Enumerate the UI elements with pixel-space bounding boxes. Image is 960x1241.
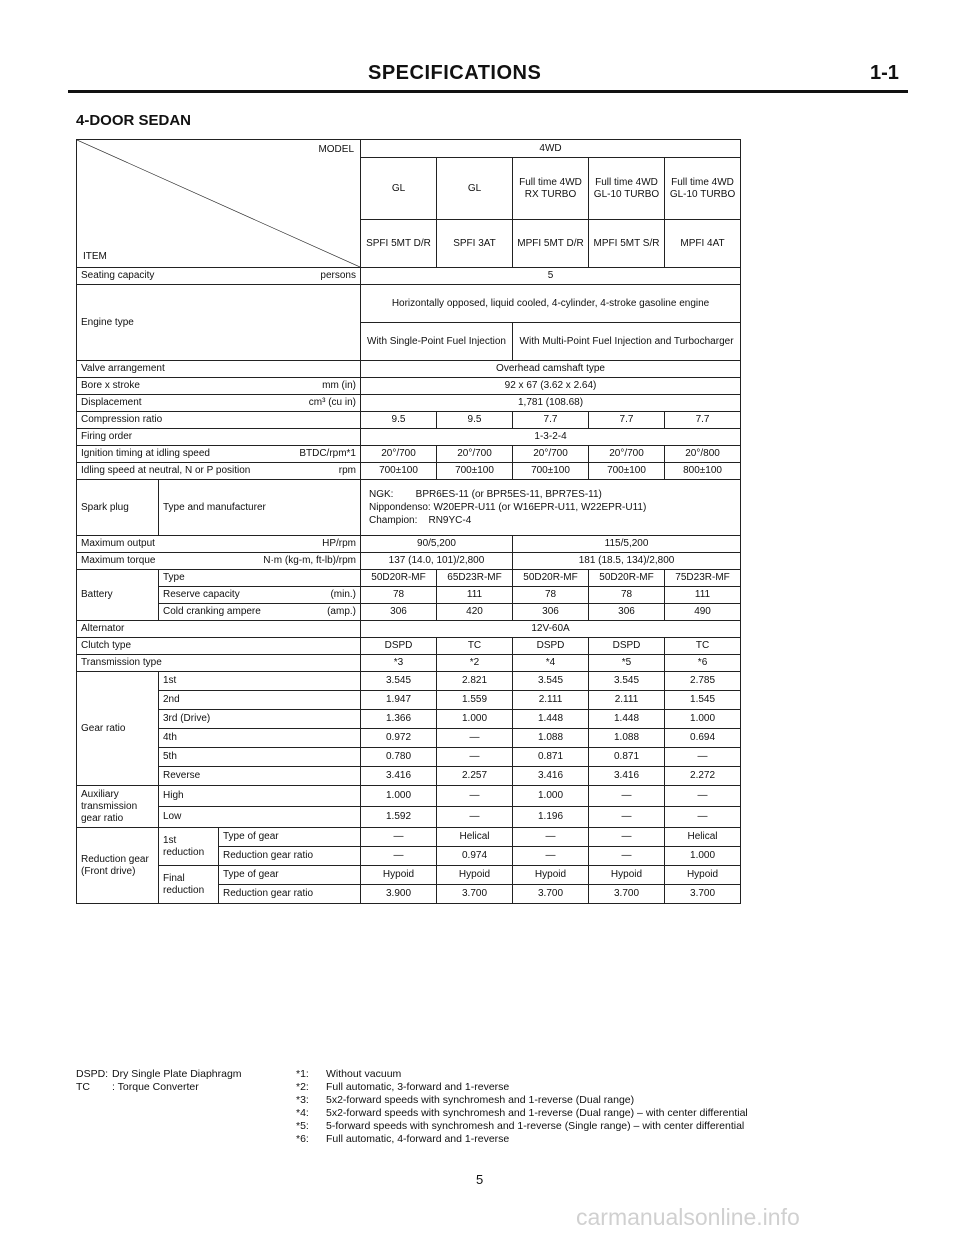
- r1-ratio-cell: 0.974: [437, 847, 513, 866]
- battery-reserve-cell: 78: [361, 587, 437, 604]
- gear-row-label: 5th: [159, 748, 361, 767]
- aux-low-cell: 1.592: [361, 807, 437, 828]
- clutch-cell: TC: [437, 638, 513, 655]
- bore-value: 92 x 67 (3.62 x 2.64): [361, 378, 741, 395]
- clutch-label: Clutch type: [77, 638, 361, 655]
- battery-type-label: Type: [159, 570, 361, 587]
- footnote-row: TC : Torque Converter: [76, 1081, 199, 1093]
- aux-high-cell: 1.000: [361, 786, 437, 807]
- aux-high-label: High: [159, 786, 361, 807]
- transmission-cell: *4: [513, 655, 589, 672]
- gear-row-label: 4th: [159, 729, 361, 748]
- aux-low-cell: —: [589, 807, 665, 828]
- gear-cell: —: [437, 748, 513, 767]
- gear-cell: 1.947: [361, 691, 437, 710]
- alternator-label: Alternator: [77, 621, 361, 638]
- aux-high-cell: —: [665, 786, 741, 807]
- r1-ratio-cell: 1.000: [665, 847, 741, 866]
- gear-cell: 3.545: [361, 672, 437, 691]
- gear-cell: 1.448: [513, 710, 589, 729]
- gear-cell: 2.111: [513, 691, 589, 710]
- gear-cell: —: [437, 729, 513, 748]
- footnote-row: DSPD: Dry Single Plate Diaphragm: [76, 1068, 242, 1080]
- footnote-row: *6: Full automatic, 4-forward and 1-reverse: [296, 1133, 510, 1145]
- model-top: Full time 4WD RX TURBO: [513, 158, 589, 220]
- battery-cca-cell: 306: [589, 604, 665, 621]
- r1-ratio-cell: —: [513, 847, 589, 866]
- rf-type-cell: Hypoid: [665, 866, 741, 885]
- r1-ratio-label: Reduction gear ratio: [219, 847, 361, 866]
- engine-desc: Horizontally opposed, liquid cooled, 4-cylinder, 4-stroke gasoline engine: [361, 285, 741, 323]
- model-bottom: MPFI 5MT D/R: [513, 220, 589, 268]
- model-bottom: MPFI 5MT S/R: [589, 220, 665, 268]
- engine-spfi: With Single-Point Fuel Injection: [361, 323, 513, 361]
- row-torque: Maximum torque N·m (kg-m, ft-lb)/rpm: [77, 553, 361, 570]
- model-bottom: SPFI 5MT D/R: [361, 220, 437, 268]
- battery-reserve-cell: 111: [665, 587, 741, 604]
- displacement-value: 1,781 (108.68): [361, 395, 741, 412]
- gear-ratio-label: Gear ratio: [77, 672, 159, 786]
- rf-ratio-cell: 3.700: [437, 885, 513, 904]
- r1-type-cell: —: [513, 828, 589, 847]
- spark-sub: Type and manufacturer: [159, 480, 361, 536]
- seating-value: 5: [361, 268, 741, 285]
- battery-cca-cell: 420: [437, 604, 513, 621]
- page-reference: 1-1: [870, 62, 899, 84]
- rf-ratio-cell: 3.900: [361, 885, 437, 904]
- reduction-first-label: 1st reduction: [159, 828, 219, 866]
- row-output: Maximum output HP/rpm: [77, 536, 361, 553]
- model-top: GL: [437, 158, 513, 220]
- model-top: GL: [361, 158, 437, 220]
- alternator-value: 12V-60A: [361, 621, 741, 638]
- model-item-header: [77, 140, 361, 268]
- gear-row-label: 1st: [159, 672, 361, 691]
- clutch-cell: TC: [665, 638, 741, 655]
- battery-type-cell: 75D23R-MF: [665, 570, 741, 587]
- r1-type-cell: —: [361, 828, 437, 847]
- transmission-cell: *2: [437, 655, 513, 672]
- idle-cell: 700±100: [513, 463, 589, 480]
- compression-cell: 7.7: [513, 412, 589, 429]
- engine-label: Engine type: [77, 285, 361, 361]
- rf-type-cell: Hypoid: [513, 866, 589, 885]
- gear-cell: 1.545: [665, 691, 741, 710]
- footnote-row: *1: Without vacuum: [296, 1068, 402, 1080]
- spark-label: Spark plug: [77, 480, 159, 536]
- battery-cca-cell: 306: [513, 604, 589, 621]
- gear-cell: 1.088: [589, 729, 665, 748]
- row-ignition: Ignition timing at idling speed BTDC/rpm*1: [77, 446, 361, 463]
- r1-type-cell: Helical: [437, 828, 513, 847]
- battery-type-cell: 50D20R-MF: [513, 570, 589, 587]
- aux-label: Auxiliary transmission gear ratio: [77, 786, 159, 828]
- footnote-row: *5: 5-forward speeds with synchromesh and 1-reverse (Single range) – with center differential: [296, 1120, 745, 1132]
- section-title: 4-DOOR SEDAN: [76, 112, 192, 129]
- r1-ratio-cell: —: [589, 847, 665, 866]
- rf-type-cell: Hypoid: [589, 866, 665, 885]
- output-b: 115/5,200: [513, 536, 741, 553]
- r1-type-cell: —: [589, 828, 665, 847]
- battery-cca-cell: 306: [361, 604, 437, 621]
- model-bottom: SPFI 3AT: [437, 220, 513, 268]
- battery-reserve-cell: 78: [589, 587, 665, 604]
- battery-reserve-label: Reserve capacity (min.): [159, 587, 361, 604]
- r1-type-label: Type of gear: [219, 828, 361, 847]
- clutch-cell: DSPD: [589, 638, 665, 655]
- firing-value: 1-3-2-4: [361, 429, 741, 446]
- rf-ratio-cell: 3.700: [513, 885, 589, 904]
- header-rule: [68, 90, 908, 93]
- firing-label: Firing order: [77, 429, 361, 446]
- gear-cell: 1.088: [513, 729, 589, 748]
- clutch-cell: DSPD: [361, 638, 437, 655]
- aux-low-cell: —: [665, 807, 741, 828]
- compression-cell: 9.5: [361, 412, 437, 429]
- gear-cell: 2.111: [589, 691, 665, 710]
- gear-cell: 3.416: [589, 767, 665, 786]
- gear-cell: 3.416: [361, 767, 437, 786]
- gear-row-label: 2nd: [159, 691, 361, 710]
- model-top: Full time 4WD GL-10 TURBO: [589, 158, 665, 220]
- battery-reserve-cell: 111: [437, 587, 513, 604]
- r1-ratio-cell: —: [361, 847, 437, 866]
- ignition-cell: 20°/800: [665, 446, 741, 463]
- model-bottom: MPFI 4AT: [665, 220, 741, 268]
- footnotes: [296, 1068, 748, 1146]
- valve-label: Valve arrangement: [77, 361, 361, 378]
- battery-type-cell: 50D20R-MF: [589, 570, 665, 587]
- model-top: Full time 4WD GL-10 TURBO: [665, 158, 741, 220]
- ignition-cell: 20°/700: [361, 446, 437, 463]
- idle-cell: 700±100: [437, 463, 513, 480]
- aux-low-cell: —: [437, 807, 513, 828]
- battery-type-cell: 50D20R-MF: [361, 570, 437, 587]
- transmission-cell: *3: [361, 655, 437, 672]
- gear-cell: 0.694: [665, 729, 741, 748]
- rf-type-label: Type of gear: [219, 866, 361, 885]
- gear-cell: 3.416: [513, 767, 589, 786]
- gear-cell: 1.000: [437, 710, 513, 729]
- gear-cell: 1.366: [361, 710, 437, 729]
- rf-ratio-cell: 3.700: [665, 885, 741, 904]
- page-number: 5: [476, 1172, 484, 1187]
- rf-ratio-cell: 3.700: [589, 885, 665, 904]
- compression-label: Compression ratio: [77, 412, 361, 429]
- gear-cell: 1.448: [589, 710, 665, 729]
- watermark: carmanualsonline.info: [576, 1204, 800, 1230]
- torque-a: 137 (14.0, 101)/2,800: [361, 553, 513, 570]
- row-idle: Idling speed at neutral, N or P position rpm: [77, 463, 361, 480]
- row-displacement: Displacement cm³ (cu in): [77, 395, 361, 412]
- row-bore: Bore x stroke mm (in): [77, 378, 361, 395]
- aux-high-cell: 1.000: [513, 786, 589, 807]
- gear-cell: 2.821: [437, 672, 513, 691]
- compression-cell: 9.5: [437, 412, 513, 429]
- gear-cell: 0.871: [589, 748, 665, 767]
- gear-cell: —: [665, 748, 741, 767]
- battery-label: Battery: [77, 570, 159, 621]
- reduction-final-label: Final reduction: [159, 866, 219, 904]
- gear-cell: 1.559: [437, 691, 513, 710]
- ignition-cell: 20°/700: [513, 446, 589, 463]
- engine-mpfi: With Multi-Point Fuel Injection and Turbocharger: [513, 323, 741, 361]
- battery-cca-cell: 490: [665, 604, 741, 621]
- spark-values: NGK: BPR6ES-11 (or BPR5ES-11, BPR7ES-11) Nippondenso: W20EPR-U11 (or W16EPR-U11, W22EPR-U11) Champion: RN9YC-4: [361, 480, 741, 536]
- gear-cell: 0.871: [513, 748, 589, 767]
- gear-cell: 0.972: [361, 729, 437, 748]
- gear-cell: 3.545: [589, 672, 665, 691]
- transmission-cell: *5: [589, 655, 665, 672]
- aux-low-label: Low: [159, 807, 361, 828]
- gear-cell: 2.785: [665, 672, 741, 691]
- footnote-row: *4: 5x2-forward speeds with synchromesh and 1-reverse (Dual range) – with center differential: [296, 1107, 748, 1119]
- gear-cell: 2.272: [665, 767, 741, 786]
- abbreviations: [76, 1068, 242, 1094]
- row-seating: Seating capacity persons: [77, 268, 361, 285]
- gear-cell: 3.545: [513, 672, 589, 691]
- page-title: SPECIFICATIONS: [368, 62, 542, 84]
- valve-value: Overhead camshaft type: [361, 361, 741, 378]
- rf-type-cell: Hypoid: [437, 866, 513, 885]
- transmission-cell: *6: [665, 655, 741, 672]
- gear-row-label: 3rd (Drive): [159, 710, 361, 729]
- drive-group: 4WD: [361, 140, 741, 158]
- rf-type-cell: Hypoid: [361, 866, 437, 885]
- gear-cell: 1.000: [665, 710, 741, 729]
- item-label: ITEM: [83, 251, 107, 262]
- idle-cell: 800±100: [665, 463, 741, 480]
- ignition-cell: 20°/700: [589, 446, 665, 463]
- aux-high-cell: —: [437, 786, 513, 807]
- spec-table: [76, 139, 741, 904]
- footnote-row: *3: 5x2-forward speeds with synchromesh and 1-reverse (Dual range): [296, 1094, 635, 1106]
- footnote-row: *2: Full automatic, 3-forward and 1-reverse: [296, 1081, 510, 1093]
- clutch-cell: DSPD: [513, 638, 589, 655]
- aux-low-cell: 1.196: [513, 807, 589, 828]
- reduction-label: Reduction gear (Front drive): [77, 828, 159, 904]
- rf-ratio-label: Reduction gear ratio: [219, 885, 361, 904]
- model-label: MODEL: [318, 144, 354, 155]
- battery-cca-label: Cold cranking ampere (amp.): [159, 604, 361, 621]
- battery-type-cell: 65D23R-MF: [437, 570, 513, 587]
- compression-cell: 7.7: [589, 412, 665, 429]
- gear-row-label: Reverse: [159, 767, 361, 786]
- transmission-label: Transmission type: [77, 655, 361, 672]
- idle-cell: 700±100: [361, 463, 437, 480]
- gear-cell: 0.780: [361, 748, 437, 767]
- ignition-cell: 20°/700: [437, 446, 513, 463]
- battery-reserve-cell: 78: [513, 587, 589, 604]
- idle-cell: 700±100: [589, 463, 665, 480]
- compression-cell: 7.7: [665, 412, 741, 429]
- r1-type-cell: Helical: [665, 828, 741, 847]
- torque-b: 181 (18.5, 134)/2,800: [513, 553, 741, 570]
- output-a: 90/5,200: [361, 536, 513, 553]
- aux-high-cell: —: [589, 786, 665, 807]
- gear-cell: 2.257: [437, 767, 513, 786]
